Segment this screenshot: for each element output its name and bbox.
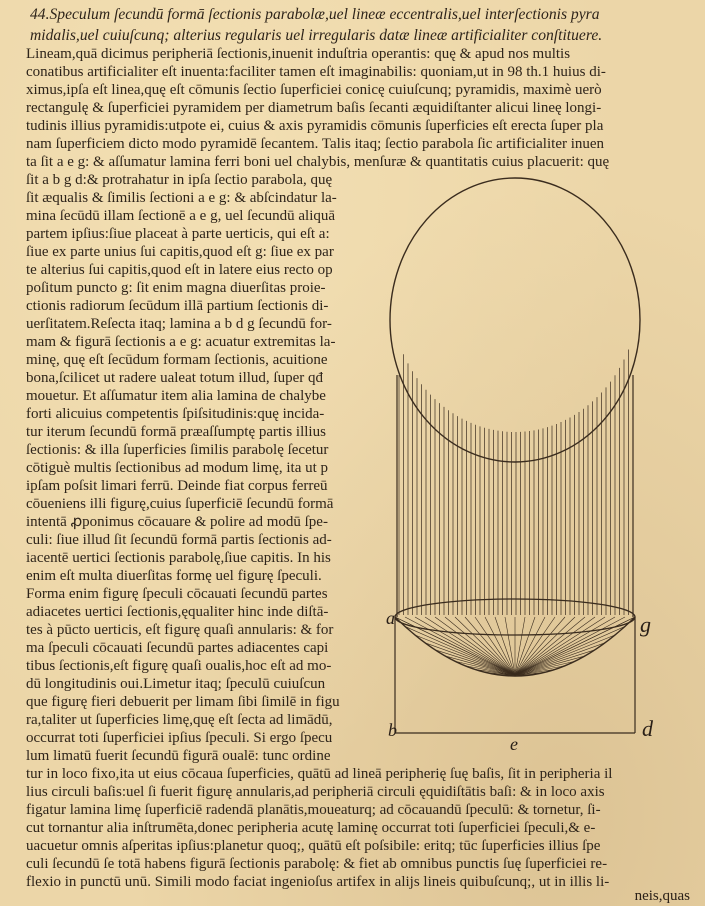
ray-line: [515, 635, 615, 675]
ray-line: [515, 656, 585, 675]
text-line: cōtiguè multis ſectionibus ad modum limę, ita ut p: [26, 460, 329, 476]
text-line: ſit a b g d:& protrahatur in ipſa ſectio parabola, quę: [26, 172, 333, 188]
ray-line: [455, 617, 515, 675]
text-line: ximus,ipſa eſt linea,quę eſt cōmunis ſectio ſuperficiei conicę cuiuſcunq; pyramidis, maximè uerò: [26, 82, 602, 98]
text-line: tudinis illius pyramidis:utpote ei, cuius & axis pyramidis cōmunis ſuperficies eſt erecta ſuper pla: [26, 118, 604, 134]
text-line: tur iterum ſecundū formā præaſſumptę partis illius: [26, 424, 326, 440]
label-e: e: [510, 734, 518, 754]
ray-line: [405, 617, 515, 675]
label-d: d: [642, 716, 653, 741]
text-line: cut tornantur alia inſtrumēta,donec peripheria acutę laminę occurrat toti ſuperficiei ſpeculi,& e-: [26, 820, 596, 836]
text-line: ta ſit a e g: & aſſumatur lamina ferri boni uel chalybis, menſuræ & quantitatis cuius placuerit: quę: [26, 154, 610, 170]
text-line: poſitum puncto g: ſit enim magna diuerſitas proie-: [26, 280, 326, 296]
text-line: minę, quę eſt ſecūdum formam ſectionis, acuitione: [26, 352, 328, 368]
ray-line: [515, 650, 595, 675]
ray-line: [395, 617, 515, 675]
label-g: g: [640, 612, 651, 637]
text-line: forti alicuius competentis ſpiſsitudinis:quę incida-: [26, 406, 325, 422]
text-line: culi ſecundū ſe totā habens figurā ſectionis parabolę: & fiet ab omnibus punctis ſuę ſuperficiei re-: [26, 856, 608, 872]
text-line: te alterius ſui capitis,quod eſt in latere eius recto op: [26, 262, 333, 278]
label-a: a: [386, 608, 395, 628]
ray-line: [445, 656, 515, 675]
ray-line: [515, 617, 595, 675]
ray-line: [435, 650, 515, 675]
text-line: enim eſt multa diuerſitas formę uel figurę ſpeculi.: [26, 568, 322, 584]
text-line: ctionis radiorum ſecūdum illā partium ſectionis di-: [26, 298, 329, 314]
ray-line: [515, 617, 625, 675]
ray-line: [515, 617, 635, 675]
ray-line: [415, 635, 515, 675]
text-line: uerſitatem.Reſecta itaq; lamina a b d g ſecundū for-: [26, 316, 332, 332]
text-line: adiacetes uertici ſectionis,ęqualiter hinc inde diſtā-: [26, 604, 329, 620]
upper-circle: [390, 178, 640, 462]
text-line: bona,ſcilicet ut radere ualeat totum illud, ſuper qđ: [26, 370, 323, 386]
text-line: flexio in punctū unū. Simili modo faciat ingenioſus artifex in alijs lineis quibuſcunq;, ut in illis li-: [26, 874, 610, 890]
text-line: iacentē uertici ſectionis parabolę,ſiue capitis. In his: [26, 550, 331, 566]
text-line: ipſam poſsit limari ferrū. Deinde fiat corpus ferreū: [26, 478, 328, 494]
text-line: uacuetur omnis aſperitas ipſius:planetur quoq;, quātū eſt poſsibile: eritq; tūc ſuperficies illius ſpe: [26, 838, 601, 854]
ray-line: [505, 617, 515, 675]
catchword: neis,quas: [634, 888, 690, 904]
text-line: figatur lamina limę ſuperficiē radendā planātis,moueaturq; ad cōcauandū ſpeculū: & tornetur, ſi-: [26, 802, 601, 818]
chapter-heading: [30, 4, 695, 46]
heading-line-2: midalis,uel cuiuſcunq; alterius regularis uel irregularis datæ lineæ artificialiter conſtituere.: [30, 27, 603, 44]
text-line: cōueniens illi figurę,cuius ſuperficiē ſecundū formā: [26, 496, 334, 512]
text-line: Lineam,quā dicimus peripheriā ſectionis,inuenit induſtria operantis: quę & apud nos multis: [26, 46, 571, 62]
text-line: mina ſecūdū illam ſectionē a e g, uel ſecundū aliquā: [26, 208, 336, 224]
text-line: mouetur. Et aſſumatur item alia lamina de chalybe: [26, 388, 326, 404]
text-line: ſit æqualis & ſimilis ſectioni a e g: & abſcindatur la-: [26, 190, 337, 206]
ray-line: [515, 617, 525, 675]
figure-linework: [390, 178, 640, 733]
text-line: ra,taliter ut ſuperficies limę,quę eſt ſecta ad limādū,: [26, 712, 333, 728]
text-line: tur in loco fixo,ita ut eius cōcaua ſuperficies, quātū ad lineā peripherię ſuę baſis, ſit in peripheria il: [26, 766, 613, 782]
ray-line: [515, 617, 605, 675]
text-line: dū longitudinis oui.Limetur itaq; ſpeculū cuiuſcun: [26, 676, 326, 692]
text-line: que figurę fieri debuerit per limam ſibi ſimilē in figu: [26, 694, 340, 710]
text-line: mam & figurā ſectionis a e g: acuatur extremitas la-: [26, 334, 336, 350]
text-line: occurrat toti ſuperficiei ipſius ſpeculi. Si ergo ſpecu: [26, 730, 333, 746]
parabolic-mirror-figure: [375, 175, 675, 755]
text-line: lius circuli baſis:uel ſi fuerit figurę annularis,ad peripheriā circuli ęquidiſtātis baſi: & in loco axis: [26, 784, 605, 800]
ray-line: [425, 617, 515, 675]
text-line: tibus ſectionis,eſt figurę quaſi oualis,hoc eſt ad mo-: [26, 658, 332, 674]
text-line: tes à pūcto uerticis, eſt figurę quaſi annularis: & for: [26, 622, 334, 638]
text-line: culi: ſiue illud ſit ſecundū formā partis ſectionis ad-: [26, 532, 332, 548]
vertical-hatching: [399, 349, 629, 615]
text-line: rectangulę & ſuperficiei pyramidem per diametrum baſis ſecanti æquidiſtanter alicui lineę longi-: [26, 100, 602, 116]
text-line: ſectionis: & illa ſuperficies ſimilis parabolę ſecetur: [26, 442, 329, 458]
text-line: intentā ꝓponimus cōcauare & polire ad modū ſpe-: [26, 514, 328, 530]
text-line: conatibus artificialiter eſt inuenta:faciliter tamen eſt imaginabilis: quoniam,ut in 98 th.1 huius di-: [26, 64, 606, 80]
text-line: lum limatū fuerit ſecundū figurā oualē: tunc ordine: [26, 748, 331, 764]
text-line: partem ipſius:ſiue placeat à parte uerticis, qui eſt a:: [26, 226, 330, 242]
ray-line: [435, 617, 515, 675]
text-line: ſiue ex parte unius ſui capitis,quod eſt g: ſiue ex par: [26, 244, 334, 260]
text-line: nam ſuperficiem dicto modo pyramidē ſecantem. Talis itaq; ſectio parabola ſic artificialiter inuen: [26, 136, 605, 152]
text-line: ma ſpeculi cōcauati ſecundū partes adiacentes capi: [26, 640, 329, 656]
text-line: Forma enim figurę ſpeculi cōcauati ſecundū partes: [26, 586, 328, 602]
label-b: b: [388, 720, 397, 740]
ray-line: [515, 617, 575, 675]
heading-line-1: 44.Speculum ſecundū formā ſectionis parabolæ,uel lineæ eccentralis,uel interſectionis pyra: [30, 6, 600, 23]
